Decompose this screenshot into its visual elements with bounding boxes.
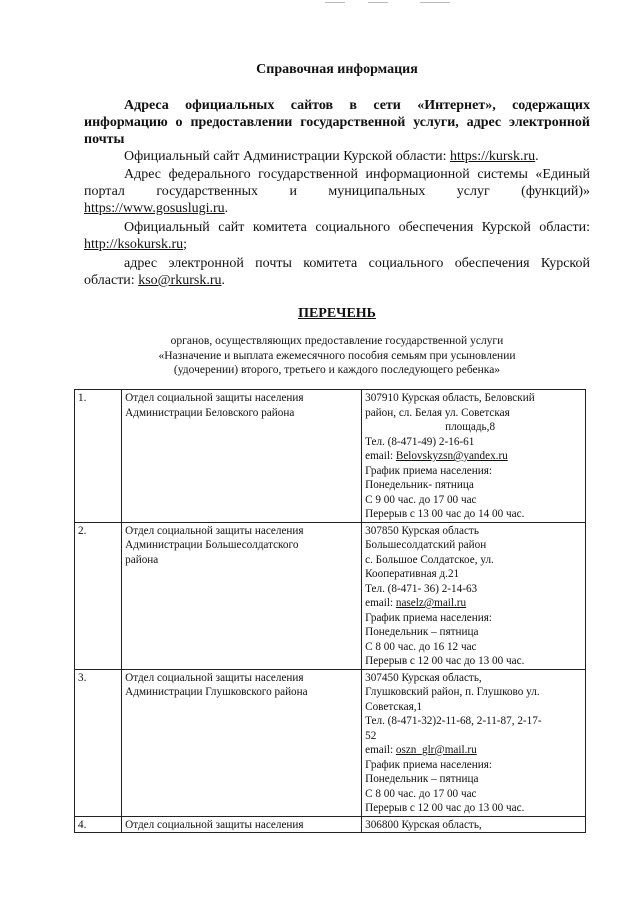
schedule-line: Перерыв с 12 00 час до 13 00 час. <box>365 802 525 814</box>
phone-line: Тел. (8-471-49) 2-16-61 <box>365 435 475 448</box>
agency-name-line: Администрации Большесолдатского <box>125 539 299 551</box>
agency-name-line: Отдел социальной защиты населения <box>125 392 304 404</box>
agency-name-line: Отдел социальной защиты населения <box>125 818 304 831</box>
agency-contact-cell <box>362 522 586 669</box>
agency-name-cell <box>122 522 362 669</box>
agency-name-line: района <box>125 553 159 566</box>
agency-name-cell <box>122 390 362 523</box>
gosuslugi-link[interactable]: https://www.gosuslugi.ru <box>84 201 225 216</box>
admin-site-link[interactable]: https://kursk.ru <box>450 149 536 164</box>
address-line: Большесолдатский район <box>365 539 487 551</box>
address-line: Советская,1 <box>365 700 423 713</box>
phone-line: 52 <box>365 729 377 742</box>
agency-name-line: Администрации Беловского района <box>125 406 295 419</box>
agency-contact-cell <box>362 390 586 523</box>
gosuslugi-end: . <box>224 201 229 216</box>
email-label: email: <box>365 450 396 462</box>
schedule-line: Понедельник – пятница <box>365 773 479 785</box>
address-line: 307910 Курская область, Беловский <box>365 392 535 404</box>
schedule-line: График приема населения: <box>365 464 492 477</box>
page-title: Справочная информация <box>256 62 418 77</box>
schedule-line: График приема населения: <box>365 758 492 771</box>
agency-name-line: Отдел социальной защиты населения <box>125 671 304 684</box>
schedule-line: Понедельник – пятница <box>365 626 479 638</box>
address-line: район, сл. Белая ул. Советская <box>365 406 510 419</box>
row-number: 2. <box>75 522 122 669</box>
email-line <box>365 743 582 758</box>
list-subtitle-line: «Назначение и выплата ежемесячного пособия семьям при усыновлении <box>158 349 516 362</box>
schedule-line: Перерыв с 12 00 час до 13 00 час. <box>365 655 525 667</box>
row-number: 3. <box>75 669 122 816</box>
schedule-line: С 8 00 час. до 17 00 час <box>365 787 477 800</box>
schedule-line: Понедельник- пятница <box>365 479 474 491</box>
agency-email-link[interactable]: naselz@mail.ru <box>395 597 467 609</box>
table-row <box>75 390 586 523</box>
row-number: 1. <box>75 390 122 523</box>
list-title: ПЕРЕЧЕНЬ <box>298 306 376 321</box>
phone-line: Тел. (8-471-32)2-11-68, 2-11-87, 2-17- <box>365 715 542 727</box>
committee-site-text: Официальный сайт комитета социального обеспечения Курской области: <box>124 220 590 235</box>
committee-site-link[interactable]: http://ksokursk.ru <box>84 237 184 252</box>
agency-email-link[interactable]: oszn_glr@mail.ru <box>395 744 477 756</box>
schedule-line: Перерыв с 13 00 час до 14 00 час. <box>365 508 525 520</box>
agency-name-line: Администрации Глушковского района <box>125 686 308 698</box>
agency-name-cell <box>122 816 362 833</box>
admin-site-text: Официальный сайт Администрации Курской области: <box>124 149 450 164</box>
agency-name-line: Отдел социальной защиты населения <box>125 524 304 537</box>
address-line: Кооперативная д.21 <box>365 568 460 580</box>
agency-name-cell <box>122 669 362 816</box>
phone-line: Тел. (8-471- 36) 2-14-63 <box>365 582 478 595</box>
email-text: адрес электронной почты комитета социального обеспечения Курской области: <box>84 256 590 288</box>
address-line: с. Большое Солдатское, ул. <box>365 553 494 566</box>
agencies-table <box>74 389 586 833</box>
email-end: . <box>221 273 225 288</box>
gosuslugi-text: Адрес федерального государственной информационной системы «Единый портал государственных и муниципальных услуг (функций)» <box>84 167 590 199</box>
committee-email-link[interactable]: kso@rkursk.ru <box>138 273 222 288</box>
schedule-line: С 9 00 час. до 17 00 час <box>365 493 477 506</box>
address-line: 306800 Курская область, <box>365 818 482 831</box>
agency-contact-cell <box>362 816 586 833</box>
row-number: 4. <box>75 816 122 833</box>
agency-contact-cell <box>362 669 586 816</box>
address-line: 307850 Курская область <box>365 524 479 537</box>
committee-site-end: ; <box>183 237 188 252</box>
table-row <box>75 669 586 816</box>
address-line: площадь,8 <box>445 421 496 433</box>
email-line <box>365 449 582 464</box>
list-subtitle-line: (удочерении) второго, третьего и каждого последующего ребенка» <box>173 364 501 376</box>
agency-email-link[interactable]: Belovskyzsn@yandex.ru <box>395 450 508 462</box>
schedule-line: График приема населения: <box>365 611 492 624</box>
table-row <box>75 816 586 833</box>
websites-heading: Адреса официальных сайтов в сети «Интернет», содержащих информацию о предоставлении государственной услуги, адрес электронной почты <box>84 98 590 147</box>
list-subtitle-line: органов, осуществляющих предоставление государственной услуги <box>170 335 504 347</box>
schedule-line: С 8 00 час. до 16 12 час <box>365 640 477 653</box>
address-line: Глушковский район, п. Глушково ул. <box>365 686 540 698</box>
email-line <box>365 596 582 611</box>
email-label: email: <box>365 744 396 756</box>
table-row <box>75 522 586 669</box>
admin-site-end: . <box>535 149 539 164</box>
address-line: 307450 Курская область, <box>365 671 482 684</box>
email-label: email: <box>365 597 396 609</box>
